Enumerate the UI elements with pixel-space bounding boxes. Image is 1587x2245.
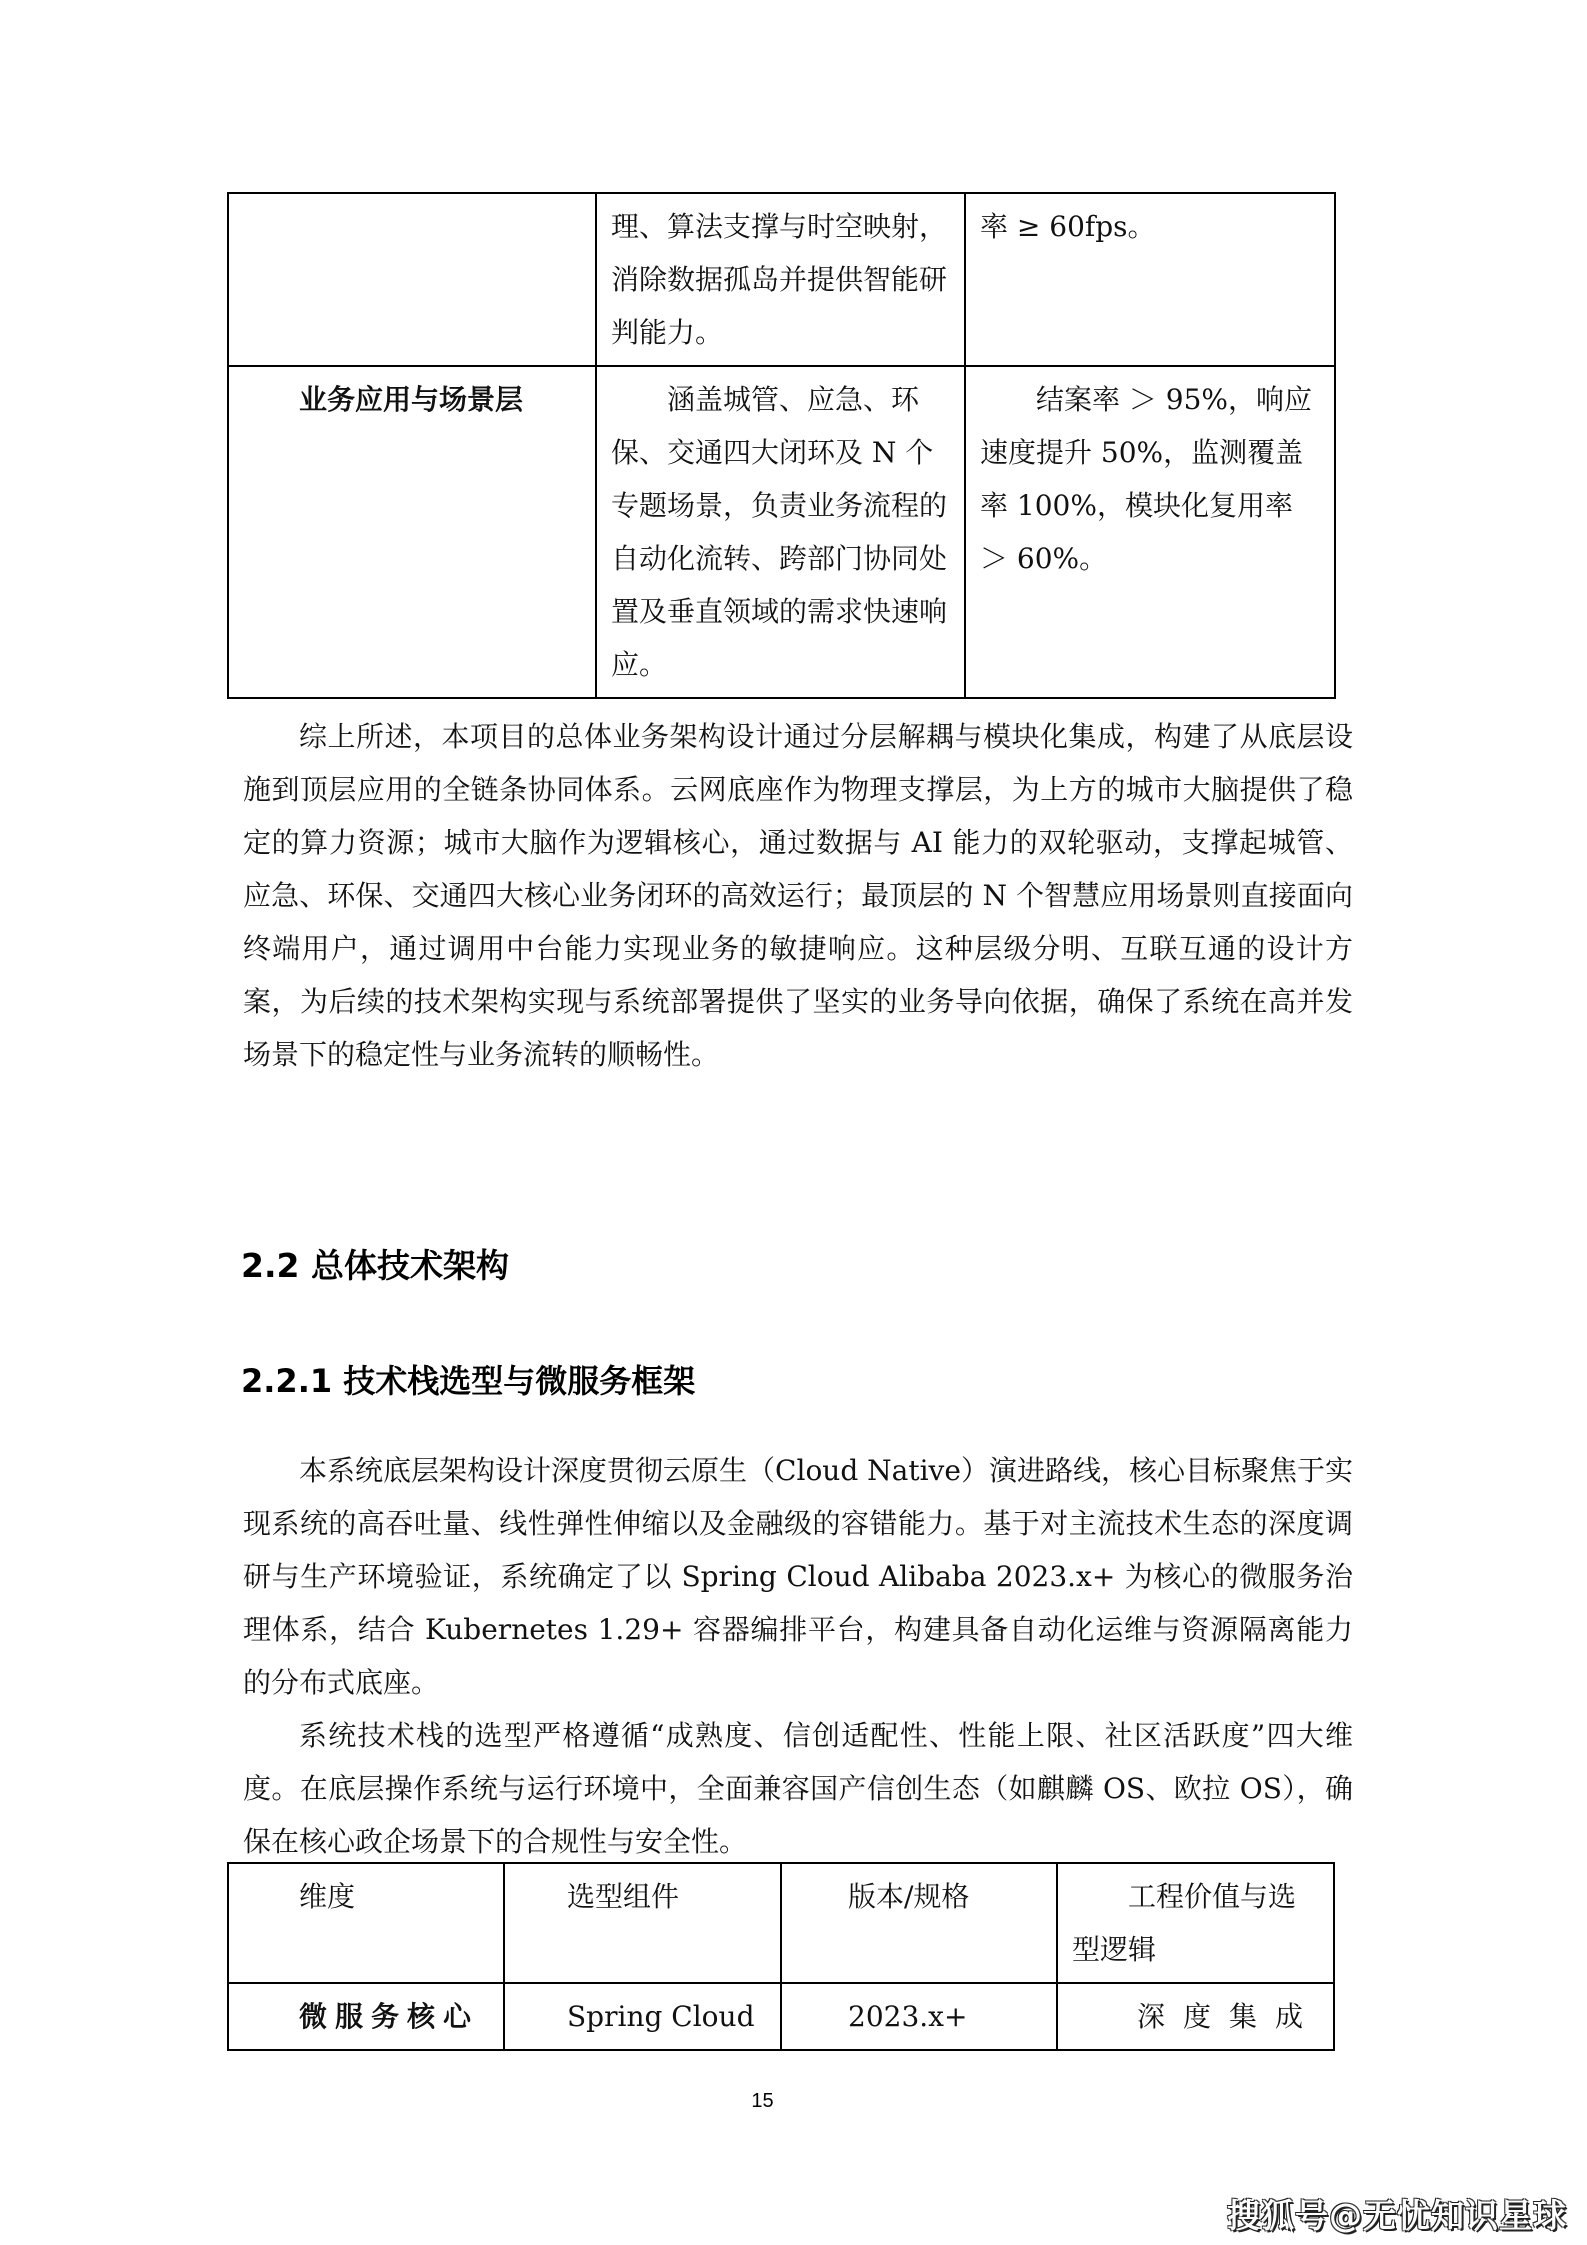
table-row [228, 366, 1335, 698]
description-cell: 涵盖城管、应急、环保、交通四大闭环及 N 个专题场景，负责业务流程的自动化流转、跨部门协同处置及垂直领域的需求快速响应。 [596, 366, 965, 698]
summary-paragraph: 综上所述，本项目的总体业务架构设计通过分层解耦与模块化集成，构建了从底层设施到顶层应用的全链条协同体系。云网底座作为物理支撑层，为上方的城市大脑提供了稳定的算力资源；城市大脑作为逻辑核心，通过数据与 AI 能力的双轮驱动，支撑起城管、应急、环保、交通四大核心业务闭环的高效运行；最顶层的 N 个智慧应用场景则直接面向终端用户，通过调用中台能力实现业务的敏捷响应。这种层级分明、互联互通的设计方案，为后续的技术架构实现与系统部署提供了坚实的业务导向依据，确保了系统在高并发场景下的稳定性与业务流转的顺畅性。 [243, 720, 1353, 1071]
description-cell: 理、算法支撑与时空映射，消除数据孤岛并提供智能研判能力。 [596, 193, 965, 366]
header-component: 选型组件 [504, 1863, 781, 1983]
tech-stack-table [227, 1862, 1335, 2051]
layer-cell: 业务应用与场景层 [228, 366, 596, 698]
table-row [228, 193, 1335, 366]
page-number-text: 15 [751, 2090, 774, 2112]
header-version: 版本/规格 [781, 1863, 1057, 1983]
watermark: 搜狐号@无忧知识星球 [1227, 2196, 1567, 2235]
cell-dimension: 微服务核心 [228, 1983, 504, 2050]
body-paragraph: 本系统底层架构设计深度贯彻云原生（Cloud Native）演进路线，核心目标聚焦于实现系统的高吞吐量、线性弹性伸缩以及金融级的容错能力。基于对主流技术生态的深度调研与生产环境验证，系统确定了以 Spring Cloud Alibaba 2023.x+ 为核心的微服务治理体系，结合 Kubernetes 1.29+ 容器编排平台，构建具备自动化运维与资源隔离能力的分布式底座。 [243, 1454, 1353, 1699]
header-dimension: 维度 [228, 1863, 504, 1983]
cell-value-logic: 深度集成 [1057, 1983, 1334, 2050]
subsection-heading: 2.2.1 技术栈选型与微服务框架 [241, 1362, 696, 1400]
layer-cell [228, 193, 596, 366]
page-number [0, 2090, 1587, 2113]
architecture-layer-table [227, 192, 1336, 699]
cell-component: Spring Cloud [504, 1983, 781, 2050]
cell-version: 2023.x+ [781, 1983, 1057, 2050]
body-paragraph: 系统技术栈的选型严格遵循“成熟度、信创适配性、性能上限、社区活跃度”四大维度。在底层操作系统与运行环境中，全面兼容国产信创生态（如麒麟 OS、欧拉 OS），确保在核心政企场景下的合规性与安全性。 [243, 1719, 1353, 1858]
metrics-cell: 结案率 ＞ 95%，响应速度提升 50%，监测覆盖率 100%，模块化复用率 ＞ 60%。 [965, 366, 1335, 698]
table-row [228, 1983, 1334, 2050]
metrics-cell: 率 ≥ 60fps。 [965, 193, 1335, 366]
header-value-logic: 工程价值与选型逻辑 [1057, 1863, 1334, 1983]
table-header-row [228, 1863, 1334, 1983]
section-heading: 2.2 总体技术架构 [241, 1246, 509, 1285]
